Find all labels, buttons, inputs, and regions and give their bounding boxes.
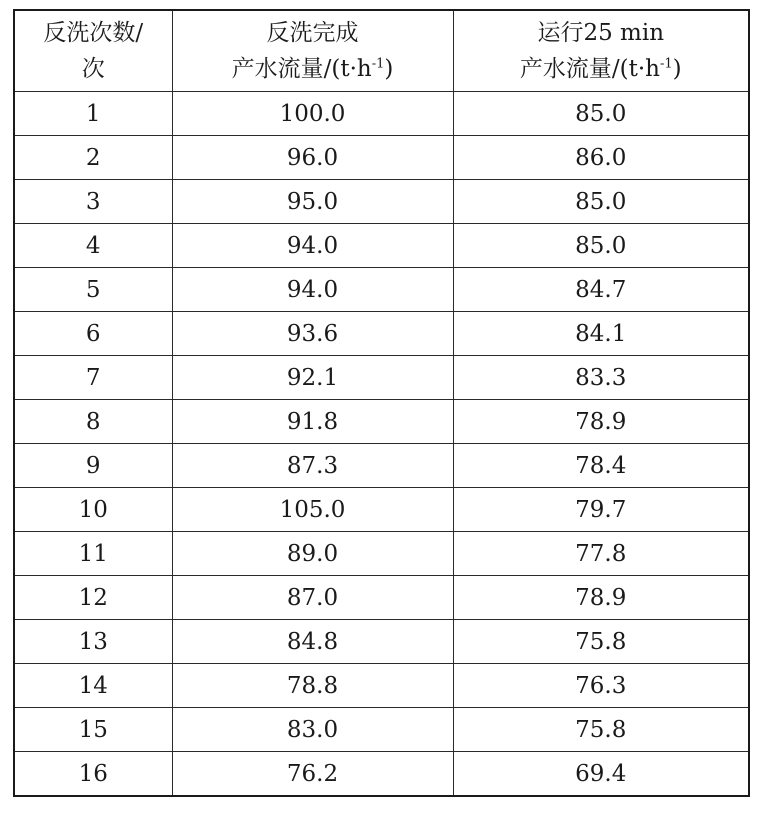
flow-after-backwash-cell: 76.2 <box>172 752 453 797</box>
backwash-count-cell: 13 <box>14 620 172 664</box>
table-row <box>14 576 749 620</box>
flow-after-backwash-cell: 91.8 <box>172 400 453 444</box>
table-row <box>14 620 749 664</box>
header-line1: 反洗次数/ <box>43 20 144 46</box>
table-row <box>14 92 749 136</box>
flow-after-25min-cell: 79.7 <box>453 488 749 532</box>
flow-after-25min-cell: 78.9 <box>453 576 749 620</box>
unit-superscript: -1 <box>371 56 385 72</box>
table-row <box>14 708 749 752</box>
table-row <box>14 444 749 488</box>
flow-after-backwash-cell: 87.0 <box>172 576 453 620</box>
backwash-count-cell: 15 <box>14 708 172 752</box>
table-row <box>14 400 749 444</box>
flow-after-25min-cell: 85.0 <box>453 224 749 268</box>
flow-after-backwash-cell: 87.3 <box>172 444 453 488</box>
flow-after-backwash-cell: 96.0 <box>172 136 453 180</box>
flow-after-25min-cell: 83.3 <box>453 356 749 400</box>
flow-after-25min-cell: 85.0 <box>453 92 749 136</box>
backwash-count-cell: 9 <box>14 444 172 488</box>
backwash-count-cell: 2 <box>14 136 172 180</box>
backwash-count-cell: 3 <box>14 180 172 224</box>
flow-after-backwash-cell: 93.6 <box>172 312 453 356</box>
flow-after-backwash-cell: 100.0 <box>172 92 453 136</box>
flow-after-25min-cell: 75.8 <box>453 620 749 664</box>
flow-after-backwash-cell: 83.0 <box>172 708 453 752</box>
flow-after-backwash-cell: 95.0 <box>172 180 453 224</box>
backwash-count-cell: 1 <box>14 92 172 136</box>
header-line1: 运行25 min <box>537 20 665 46</box>
table-row <box>14 752 749 797</box>
backwash-count-cell: 12 <box>14 576 172 620</box>
header-row <box>14 10 749 92</box>
header-line2: 次 <box>81 56 105 82</box>
flow-after-backwash-cell: 89.0 <box>172 532 453 576</box>
flow-after-25min-cell: 76.3 <box>453 664 749 708</box>
table-body <box>14 92 749 797</box>
flow-after-backwash-cell: 84.8 <box>172 620 453 664</box>
backwash-count-cell: 10 <box>14 488 172 532</box>
backwash-flow-table <box>13 9 750 797</box>
table-row <box>14 268 749 312</box>
flow-after-25min-cell: 84.1 <box>453 312 749 356</box>
table-row <box>14 224 749 268</box>
backwash-count-cell: 8 <box>14 400 172 444</box>
flow-after-backwash-cell: 94.0 <box>172 224 453 268</box>
flow-after-25min-cell: 86.0 <box>453 136 749 180</box>
flow-after-backwash-cell: 94.0 <box>172 268 453 312</box>
header-line2: 产水流量$/(t\cdot h^{-1})$ <box>231 56 394 82</box>
flow-after-25min-cell: 78.9 <box>453 400 749 444</box>
header-line1: 反洗完成 <box>266 20 359 46</box>
flow-after-backwash-cell: 92.1 <box>172 356 453 400</box>
table-row <box>14 136 749 180</box>
flow-after-25min-cell: 78.4 <box>453 444 749 488</box>
unit-superscript: -1 <box>659 56 673 72</box>
header-line2: 产水流量$/(t\cdot h^{-1})$ <box>519 56 682 82</box>
flow-after-backwash-cell: 78.8 <box>172 664 453 708</box>
flow-after-backwash-cell: 105.0 <box>172 488 453 532</box>
backwash-count-cell: 7 <box>14 356 172 400</box>
table-row <box>14 532 749 576</box>
flow-after-25min-cell: 75.8 <box>453 708 749 752</box>
backwash-count-cell: 14 <box>14 664 172 708</box>
table-row <box>14 312 749 356</box>
table-row <box>14 488 749 532</box>
flow-after-25min-cell: 77.8 <box>453 532 749 576</box>
flow-after-25min-cell: 69.4 <box>453 752 749 797</box>
backwash-count-cell: 11 <box>14 532 172 576</box>
table-row <box>14 356 749 400</box>
backwash-count-cell: 6 <box>14 312 172 356</box>
backwash-count-cell: 5 <box>14 268 172 312</box>
header-flow-after-backwash <box>172 10 453 92</box>
backwash-count-cell: 4 <box>14 224 172 268</box>
header-flow-after-25min <box>453 10 749 92</box>
table-row <box>14 664 749 708</box>
table-row <box>14 180 749 224</box>
flow-after-25min-cell: 84.7 <box>453 268 749 312</box>
flow-after-25min-cell: 85.0 <box>453 180 749 224</box>
backwash-count-cell: 16 <box>14 752 172 797</box>
header-backwash-count <box>14 10 172 92</box>
